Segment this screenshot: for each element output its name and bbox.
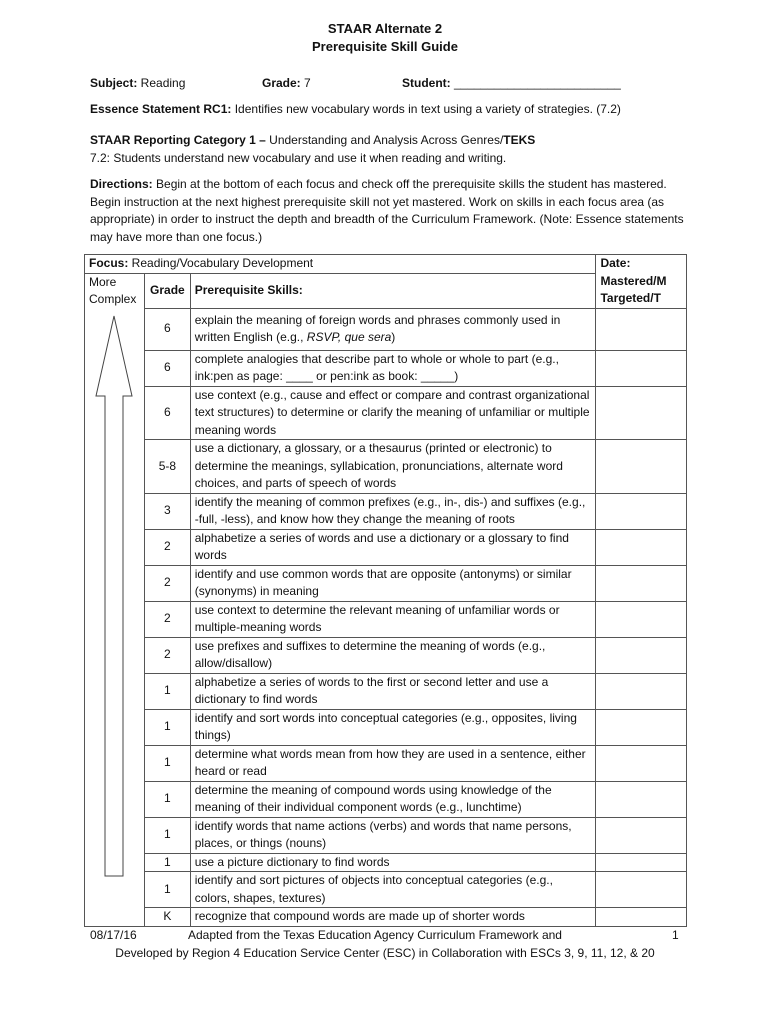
- skill-cell: identify the meaning of common prefixes (e.g., in-, dis-) and suffixes (e.g., -full, -less), and know how they change the meaning of roots: [190, 493, 596, 529]
- skill-cell: use a dictionary, a glossary, or a thesaurus (printed or electronic) to determine the meanings, syllabication, pronunciations, alternate word choices, and parts of speech of words: [190, 440, 596, 494]
- footer-date: 08/17/16: [90, 928, 137, 942]
- focus-header: Focus: Reading/Vocabulary Development: [85, 255, 596, 274]
- table-row: [85, 872, 687, 908]
- grade-cell: 3: [144, 493, 190, 529]
- grade-cell: 1: [144, 872, 190, 908]
- grade-header: Grade: [144, 273, 190, 308]
- directions: Directions: Begin at the bottom of each focus and check off the prerequisite skills the student has mastered. Begin instruction at the next highest prerequisite skill not yet mastered. Work on skills in each focus area (as appropriate) in order to instruct the depth and breadth of the Curriculum Framework. (Note: Essence statements may have more than one focus.): [90, 177, 684, 244]
- title-line-1: STAAR Alternate 2: [327, 21, 443, 36]
- grade-cell: 6: [144, 350, 190, 386]
- date-cell[interactable]: [596, 745, 687, 781]
- skill-cell: use a picture dictionary to find words: [190, 853, 596, 872]
- table-row: [85, 817, 687, 853]
- grade-cell: 2: [144, 601, 190, 637]
- table-row: [85, 709, 687, 745]
- table-row: [85, 781, 687, 817]
- date-cell[interactable]: [596, 350, 687, 386]
- grade-field: Grade: 7: [262, 76, 311, 90]
- skill-cell: explain the meaning of foreign words and phrases commonly used in written English (e.g., RSVP, que sera): [190, 308, 596, 350]
- date-cell[interactable]: [596, 601, 687, 637]
- table-row: [85, 601, 687, 637]
- date-cell[interactable]: [596, 440, 687, 494]
- grade-cell: K: [144, 908, 190, 927]
- essence-statement: Essence Statement RC1: Identifies new vocabulary words in text using a variety of strategies. (7.2): [90, 102, 621, 116]
- grade-cell: 1: [144, 817, 190, 853]
- date-cell[interactable]: [596, 872, 687, 908]
- date-cell[interactable]: [596, 908, 687, 927]
- skill-cell: identify and sort pictures of objects into conceptual categories (e.g., colors, shapes, textures): [190, 872, 596, 908]
- table-row: [85, 529, 687, 565]
- date-header: Date: Mastered/M Targeted/T: [596, 255, 687, 309]
- subject-field: Subject: Reading: [90, 76, 186, 90]
- grade-cell: 6: [144, 386, 190, 440]
- grade-cell: 6: [144, 308, 190, 350]
- grade-cell: 2: [144, 529, 190, 565]
- skills-header: Prerequisite Skills:: [190, 273, 596, 308]
- grade-cell: 1: [144, 745, 190, 781]
- skill-cell: identify words that name actions (verbs) and words that name persons, places, or things (nouns): [190, 817, 596, 853]
- skill-cell: alphabetize a series of words to the first or second letter and use a dictionary to find words: [190, 673, 596, 709]
- more-complex-label: More Complex: [89, 274, 137, 306]
- skill-cell: alphabetize a series of words and use a dictionary or a glossary to find words: [190, 529, 596, 565]
- table-row: [85, 350, 687, 386]
- table-row: [85, 308, 687, 350]
- student-field: Student: _________________________: [402, 76, 621, 90]
- date-cell[interactable]: [596, 781, 687, 817]
- date-cell[interactable]: [596, 493, 687, 529]
- skill-cell: identify and sort words into conceptual categories (e.g., opposites, living things): [190, 709, 596, 745]
- skill-cell: use context (e.g., cause and effect or compare and contrast organizational text structures) to determine or clarify the meaning of unfamiliar or multiple meaning words: [190, 386, 596, 440]
- table-row: [85, 565, 687, 601]
- footer-line-2: Developed by Region 4 Education Service Center (ESC) in Collaboration with ESCs 3, 9, 11, 12, & 20: [115, 946, 655, 960]
- skill-cell: use context to determine the relevant meaning of unfamiliar words or multiple-meaning words: [190, 601, 596, 637]
- table-row: [85, 673, 687, 709]
- skill-cell: recognize that compound words are made up of shorter words: [190, 908, 596, 927]
- date-cell[interactable]: [596, 386, 687, 440]
- date-cell[interactable]: [596, 673, 687, 709]
- up-arrow-icon: [85, 314, 143, 884]
- document-title: [0, 20, 770, 56]
- grade-cell: 2: [144, 637, 190, 673]
- grade-cell: 5-8: [144, 440, 190, 494]
- date-cell[interactable]: [596, 308, 687, 350]
- title-line-2: Prerequisite Skill Guide: [312, 39, 458, 54]
- table-row: [85, 908, 687, 927]
- table-row: [85, 493, 687, 529]
- page-number: 1: [672, 928, 679, 942]
- grade-cell: 1: [144, 709, 190, 745]
- date-cell[interactable]: [596, 529, 687, 565]
- footer-line-1: Adapted from the Texas Education Agency Curriculum Framework and: [188, 928, 562, 942]
- table-row: [85, 853, 687, 872]
- skill-cell: determine the meaning of compound words using knowledge of the meaning of their individual component words (e.g., lunchtime): [190, 781, 596, 817]
- reporting-category: STAAR Reporting Category 1 – Understanding and Analysis Across Genres/TEKS 7.2: Students understand new vocabulary and use it when reading and writing.: [90, 133, 536, 165]
- date-cell[interactable]: [596, 853, 687, 872]
- table-row: [85, 386, 687, 440]
- grade-cell: 1: [144, 673, 190, 709]
- skill-cell: complete analogies that describe part to whole or whole to part (e.g., ink:pen as page: ____ or pen:ink as book: _____): [190, 350, 596, 386]
- grade-cell: 1: [144, 853, 190, 872]
- table-row: [85, 440, 687, 494]
- skill-cell: determine what words mean from how they are used in a sentence, either heard or read: [190, 745, 596, 781]
- date-cell[interactable]: [596, 709, 687, 745]
- date-cell[interactable]: [596, 817, 687, 853]
- skill-cell: use prefixes and suffixes to determine the meaning of words (e.g., allow/disallow): [190, 637, 596, 673]
- table-row: [85, 637, 687, 673]
- prerequisite-skills-table: [84, 254, 687, 927]
- complexity-arrow-column: [85, 273, 145, 926]
- grade-cell: 2: [144, 565, 190, 601]
- skill-cell: identify and use common words that are opposite (antonyms) or similar (synonyms) in meaning: [190, 565, 596, 601]
- grade-cell: 1: [144, 781, 190, 817]
- table-row: [85, 745, 687, 781]
- date-cell[interactable]: [596, 637, 687, 673]
- date-cell[interactable]: [596, 565, 687, 601]
